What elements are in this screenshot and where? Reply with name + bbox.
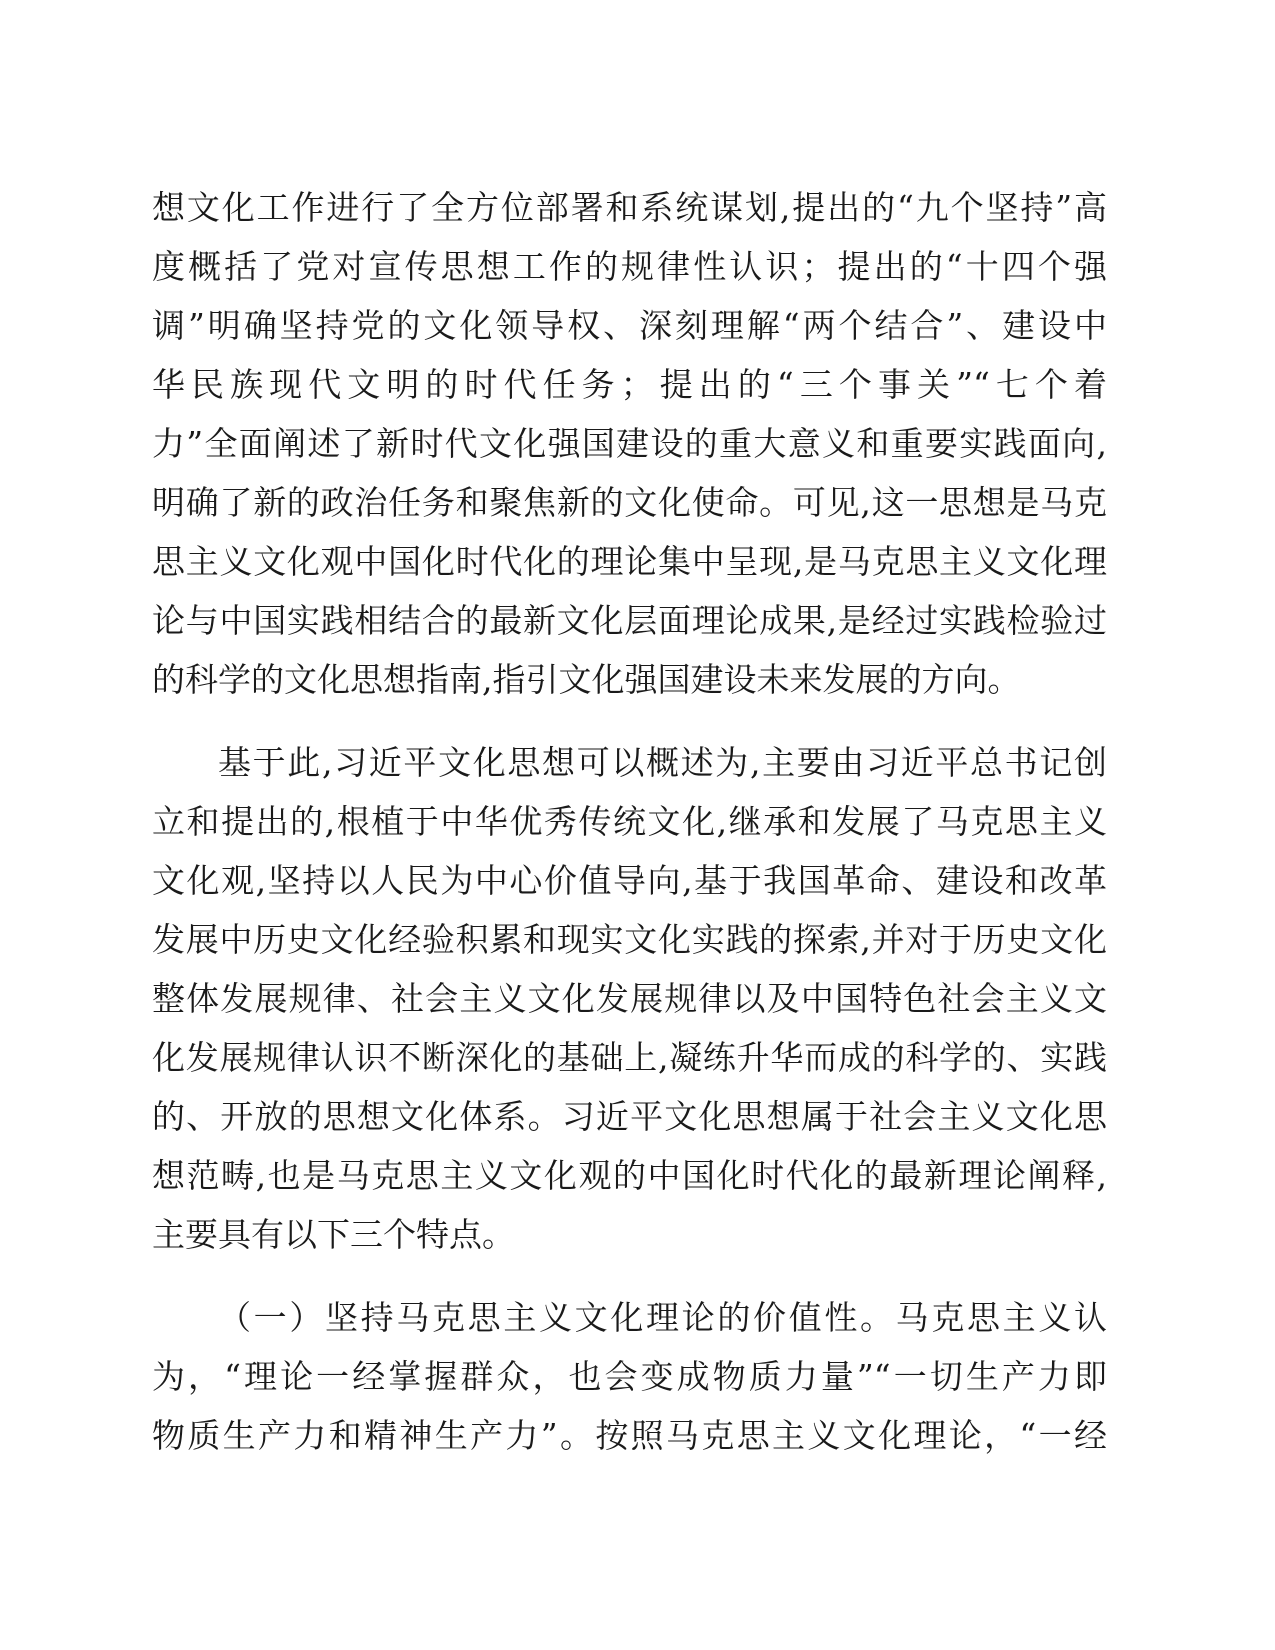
text-line: 的、开放的思想文化体系。习近平文化思想属于社会主义文化思 (152, 1097, 1107, 1136)
text-line: 整体发展规律、社会主义文化发展规律以及中国特色社会主义文 (152, 979, 1107, 1018)
text-line: 明确了新的政治任务和聚焦新的文化使命。可见,这一思想是马克 (152, 483, 1107, 522)
text-line: 调”明确坚持党的文化领导权、深刻理解“两个结合”、建设中 (152, 306, 1107, 345)
text-line: 立和提出的,根植于中华优秀传统文化,继承和发展了马克思主义 (152, 802, 1107, 841)
paragraph-2 (152, 733, 1107, 1264)
document-body (152, 178, 1107, 1465)
paragraph-3 (152, 1288, 1107, 1465)
text-line: 为，“理论一经掌握群众，也会变成物质力量”“一切生产力即 (152, 1357, 1107, 1396)
text-line: 论与中国实践相结合的最新文化层面理论成果,是经过实践检验过 (152, 601, 1107, 640)
text-line: 思主义文化观中国化时代化的理论集中呈现,是马克思主义文化理 (152, 542, 1107, 581)
text-line: 度概括了党对宣传思想工作的规律性认识；提出的“十四个强 (152, 247, 1107, 286)
text-line: 文化观,坚持以人民为中心价值导向,基于我国革命、建设和改革 (152, 861, 1107, 900)
text-line: 想文化工作进行了全方位部署和系统谋划,提出的“九个坚持”高 (152, 188, 1107, 227)
paragraph-gap (152, 709, 1107, 733)
text-line: 想范畴,也是马克思主义文化观的中国化时代化的最新理论阐释, (152, 1156, 1107, 1195)
text-line: 的科学的文化思想指南,指引文化强国建设未来发展的方向。 (152, 660, 1021, 699)
text-line: 发展中历史文化经验积累和现实文化实践的探索,并对于历史文化 (152, 920, 1107, 959)
text-line: 主要具有以下三个特点。 (152, 1215, 515, 1254)
paragraph-1 (152, 178, 1107, 709)
text-line: 华民族现代文明的时代任务；提出的“三个事关”“七个着 (152, 365, 1107, 404)
text-line: 基于此,习近平文化思想可以概述为,主要由习近平总书记创 (218, 743, 1107, 782)
text-line: （一）坚持马克思主义文化理论的价值性。马克思主义认 (218, 1298, 1107, 1337)
text-line: 力”全面阐述了新时代文化强国建设的重大意义和重要实践面向, (152, 424, 1107, 463)
text-line: 物质生产力和精神生产力”。按照马克思主义文化理论，“一经 (152, 1416, 1107, 1455)
paragraph-gap (152, 1264, 1107, 1288)
text-line: 化发展规律认识不断深化的基础上,凝练升华而成的科学的、实践 (152, 1038, 1107, 1077)
